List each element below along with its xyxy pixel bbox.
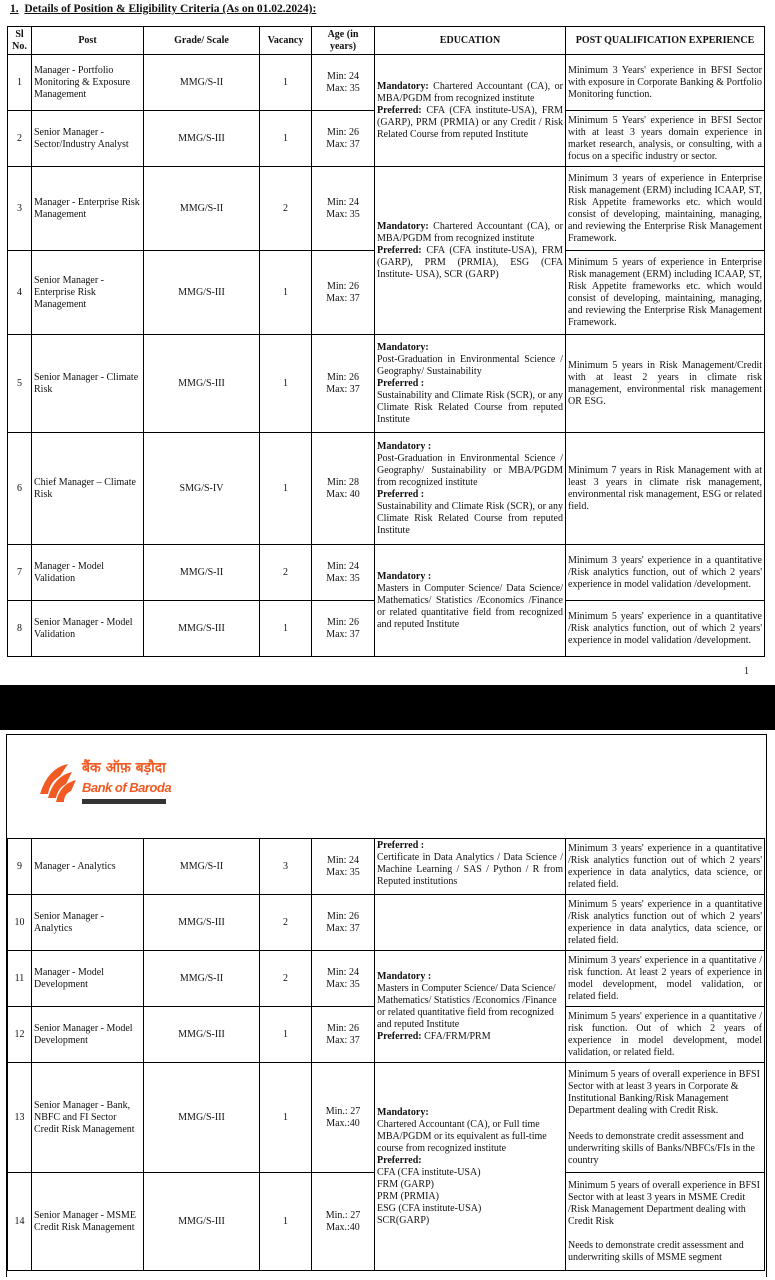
cell-post: Senior Manager - Sector/Industry Analyst — [32, 111, 144, 167]
table-row — [8, 895, 765, 951]
cell-education — [375, 433, 566, 545]
cell-sl: 13 — [8, 1063, 32, 1173]
cell-sl: 5 — [8, 335, 32, 433]
age-min: Min: 24 — [327, 966, 359, 978]
cell-post: Senior Manager - Climate Risk — [32, 335, 144, 433]
cell-vacancy: 1 — [260, 335, 312, 433]
age-min: Min: 24 — [327, 70, 359, 82]
cell-education — [375, 1063, 566, 1271]
cell-sl: 2 — [8, 111, 32, 167]
age-max: Max: 37 — [326, 1034, 360, 1046]
age-min: Min: 26 — [327, 616, 359, 628]
preferred-label: Preferred : — [377, 840, 425, 851]
age-max: Max: 37 — [326, 628, 360, 640]
cell-sl: 10 — [8, 895, 32, 951]
cell-post: Manager - Model Development — [32, 951, 144, 1007]
header-post: Post — [32, 27, 144, 55]
cell-grade: MMG/S-II — [144, 951, 260, 1007]
header-vacancy: Vacancy — [260, 27, 312, 55]
brand-english: Bank of Baroda — [82, 780, 172, 795]
eligibility-table-part-1 — [7, 26, 765, 657]
cell-post: Senior Manager - Bank, NBFC and FI Sector Credit Risk Management — [32, 1063, 144, 1173]
cell-grade: MMG/S-II — [144, 167, 260, 251]
age-max: Max: 35 — [326, 572, 360, 584]
cell-education — [375, 167, 566, 335]
preferred-label: Preferred: — [377, 104, 422, 116]
mandatory-text: Masters in Computer Science/ Data Science/ Mathematics/ Statistics /Economics /Finance or related quantitative field from recognized and reputed Institute — [377, 582, 563, 630]
mandatory-label: Mandatory: — [377, 341, 429, 353]
cell-post: Chief Manager – Climate Risk — [32, 433, 144, 545]
cell-experience: Minimum 3 years' experience in a quantitative / risk function. At least 2 years of experience in model development, model validation, or related field. — [566, 951, 765, 1007]
experience-text: Minimum 5 years of overall experience in BFSI Sector with at least 3 years in Corporate & Institutional Banking/Risk Management Department dealing with Credit Risk. — [568, 1068, 760, 1116]
table-row — [8, 433, 765, 545]
preferred-line: SCR(GARP) — [377, 1214, 430, 1226]
cell-vacancy: 2 — [260, 895, 312, 951]
cell-education — [375, 545, 566, 657]
age-max: Max: 35 — [326, 82, 360, 94]
cell-experience — [566, 1173, 765, 1271]
cell-education — [375, 951, 566, 1063]
mandatory-label: Mandatory : — [377, 970, 432, 982]
cell-sl: 1 — [8, 55, 32, 111]
cell-grade: MMG/S-III — [144, 111, 260, 167]
preferred-line: ESG (CFA institute-USA) — [377, 1202, 482, 1214]
age-min: Min: 26 — [327, 910, 359, 922]
cell-age — [312, 55, 375, 111]
cell-grade: MMG/S-II — [144, 545, 260, 601]
cell-vacancy: 2 — [260, 951, 312, 1007]
cell-experience: Minimum 3 Years' experience in BFSI Sector with exposure in Corporate Banking & Portfolio Monitoring function. — [566, 55, 765, 111]
mandatory-label: Mandatory: — [377, 80, 429, 92]
cell-experience: Minimum 3 years' experience in a quantitative /Risk analytics function, out of which 2 years' experience in model validation /development. — [566, 545, 765, 601]
table-row — [8, 1063, 765, 1173]
age-min: Min.: 27 — [325, 1209, 361, 1221]
age-max: Max: 37 — [326, 138, 360, 150]
cell-experience: Minimum 3 years' experience in a quantitative /Risk analytics function out of which 2 years' experience in data analytics, data science, or related field. — [566, 839, 765, 895]
mandatory-text: Post-Graduation in Environmental Science / Geography/ Sustainability — [377, 353, 563, 377]
age-max: Max: 35 — [326, 208, 360, 220]
cell-experience: Minimum 5 years' experience in a quantitative / risk function. Out of which 2 years of experience in model development, model validation, or related field. — [566, 1007, 765, 1063]
table-row — [8, 545, 765, 601]
cell-grade: SMG/S-IV — [144, 433, 260, 545]
cell-vacancy: 3 — [260, 839, 312, 895]
cell-vacancy: 1 — [260, 1173, 312, 1271]
cell-education — [375, 839, 566, 895]
document-page-2 — [0, 730, 775, 1280]
age-min: Min.: 27 — [325, 1105, 361, 1117]
cell-age — [312, 951, 375, 1007]
cell-age — [312, 167, 375, 251]
cell-sl: 12 — [8, 1007, 32, 1063]
mandatory-text: Chartered Accountant (CA), or MBA/PGDM from recognized institute — [377, 80, 563, 104]
table-row — [8, 951, 765, 1007]
section-number: 1. — [10, 3, 19, 15]
cell-post: Senior Manager - Model Validation — [32, 601, 144, 657]
cell-age — [312, 545, 375, 601]
mandatory-label: Mandatory : — [377, 440, 432, 452]
age-max: Max: 37 — [326, 383, 360, 395]
cell-education — [375, 55, 566, 167]
age-min: Min: 24 — [327, 196, 359, 208]
cell-grade: MMG/S-III — [144, 1063, 260, 1173]
cell-grade: MMG/S-III — [144, 1007, 260, 1063]
header-sl: Sl No. — [8, 27, 32, 55]
cell-grade: MMG/S-III — [144, 1173, 260, 1271]
age-max: Max: 35 — [326, 978, 360, 990]
header-experience: POST QUALIFICATION EXPERIENCE — [566, 27, 765, 55]
preferred-line: PRM (PRMIA) — [377, 1190, 439, 1202]
cell-post: Senior Manager - Enterprise Risk Management — [32, 251, 144, 335]
cell-sl: 14 — [8, 1173, 32, 1271]
experience-note: Needs to demonstrate credit assessment and underwriting skills of Banks/NBFCs/FIs in the country — [568, 1130, 755, 1166]
brand-hindi: बैंक ऑफ़ बड़ौदा — [82, 760, 166, 776]
age-min: Min: 24 — [327, 560, 359, 572]
cell-age — [312, 251, 375, 335]
cell-age — [312, 111, 375, 167]
cell-grade: MMG/S-III — [144, 335, 260, 433]
preferred-label: Preferred: — [377, 1030, 422, 1042]
mandatory-text: Masters in Computer Science/ Data Science/ Mathematics/ Statistics /Economics /Finance or related quantitative field from recognized and reputed Institute — [377, 982, 557, 1030]
cell-grade: MMG/S-III — [144, 601, 260, 657]
preferred-text: Sustainability and Climate Risk (SCR), or any Climate Risk Related Course from reputed Institute — [377, 500, 563, 536]
cell-age — [312, 1063, 375, 1173]
age-min: Min: 26 — [327, 1022, 359, 1034]
cell-experience: Minimum 7 years in Risk Management with at least 3 years in climate risk management, environmental risk management, ESG or related field. — [566, 433, 765, 545]
cell-post: Senior Manager - MSME Credit Risk Management — [32, 1173, 144, 1271]
mandatory-label: Mandatory: — [377, 1106, 429, 1118]
table-row — [8, 335, 765, 433]
experience-text: Minimum 5 years of overall experience in BFSI Sector with at least 3 years in MSME Credit /Risk Management Department dealing with Credit Risk — [568, 1179, 760, 1227]
cell-vacancy: 1 — [260, 251, 312, 335]
cell-age — [312, 839, 375, 895]
table-row — [8, 167, 765, 251]
cell-vacancy: 2 — [260, 167, 312, 251]
header-age: Age (in years) — [312, 27, 375, 55]
cell-sl: 3 — [8, 167, 32, 251]
cell-grade: MMG/S-III — [144, 895, 260, 951]
preferred-label: Preferred: — [377, 244, 422, 256]
page-separator — [0, 685, 775, 730]
mandatory-text: Chartered Accountant (CA), or MBA/PGDM from recognized institute — [377, 220, 563, 244]
preferred-line: FRM (GARP) — [377, 1178, 434, 1190]
cell-experience — [566, 1063, 765, 1173]
preferred-text: Sustainability and Climate Risk (SCR), or any Climate Risk Related Course from reputed Institute — [377, 389, 563, 425]
cell-grade: MMG/S-II — [144, 839, 260, 895]
mandatory-label: Mandatory : — [377, 570, 432, 582]
cell-vacancy: 2 — [260, 545, 312, 601]
cell-education-empty — [375, 895, 566, 951]
page-number: 1 — [744, 666, 749, 677]
bank-logo — [38, 754, 178, 826]
cell-sl: 8 — [8, 601, 32, 657]
age-min: Min: 26 — [327, 280, 359, 292]
header-education: EDUCATION — [375, 27, 566, 55]
cell-post: Manager - Analytics — [32, 839, 144, 895]
mandatory-text: Chartered Accountant (CA), or Full time MBA/PGDM or its equivalent as full-time course from recognized institute — [377, 1118, 547, 1154]
table-row — [8, 55, 765, 111]
cell-sl: 4 — [8, 251, 32, 335]
preferred-text: CFA (CFA institute-USA), FRM (GARP), PRM (PRMIA), ESG (CFA Institute- USA), SCR (GARP) — [377, 244, 563, 280]
cell-sl: 7 — [8, 545, 32, 601]
cell-sl: 6 — [8, 433, 32, 545]
mandatory-label: Mandatory: — [377, 220, 429, 232]
age-min: Min: 24 — [327, 854, 359, 866]
cell-post: Senior Manager - Model Development — [32, 1007, 144, 1063]
age-min: Min: 28 — [327, 476, 359, 488]
age-max: Max: 37 — [326, 922, 360, 934]
preferred-line: CFA (CFA institute-USA) — [377, 1166, 481, 1178]
cell-age — [312, 895, 375, 951]
cell-vacancy: 1 — [260, 601, 312, 657]
table-row — [8, 839, 765, 895]
cell-age — [312, 601, 375, 657]
cell-post: Senior Manager - Analytics — [32, 895, 144, 951]
cell-age — [312, 1007, 375, 1063]
preferred-label: Preferred : — [377, 377, 425, 389]
cell-experience: Minimum 5 years of experience in Enterprise Risk management (ERM) including ICAAP, ST, Risk Appetite frameworks etc. which would consist of developing, maintaining, managing, and reviewing the Enterprise Risk Management Framework. — [566, 251, 765, 335]
cell-age — [312, 1173, 375, 1271]
age-max: Max.:40 — [326, 1221, 360, 1233]
cell-experience: Minimum 5 years' experience in a quantitative /Risk analytics function, out of which 2 years' experience in model validation /development. — [566, 601, 765, 657]
age-max: Max: 37 — [326, 292, 360, 304]
cell-grade: MMG/S-III — [144, 251, 260, 335]
cell-vacancy: 1 — [260, 111, 312, 167]
preferred-text: CFA/FRM/PRM — [424, 1030, 491, 1042]
cell-sl: 11 — [8, 951, 32, 1007]
cell-post: Manager - Enterprise Risk Management — [32, 167, 144, 251]
cell-experience: Minimum 5 Years' experience in BFSI Sector with at least 3 years domain experience in market research, analysis, or consulting, with a focus on a specific industry or sector. — [566, 111, 765, 167]
age-max: Max: 35 — [326, 866, 360, 878]
cell-age — [312, 335, 375, 433]
cell-age — [312, 433, 375, 545]
preferred-label: Preferred: — [377, 1154, 422, 1166]
cell-post: Manager - Model Validation — [32, 545, 144, 601]
cell-vacancy: 1 — [260, 433, 312, 545]
cell-experience: Minimum 3 years of experience in Enterprise Risk management (ERM) including ICAAP, ST, Risk Appetite frameworks etc. which would consist of developing, maintaining, managing, and reviewing the Enterprise Risk Management Framework. — [566, 167, 765, 251]
cell-education — [375, 335, 566, 433]
preferred-label: Preferred : — [377, 488, 425, 500]
brand-underline-bar — [82, 799, 166, 804]
age-min: Min: 26 — [327, 371, 359, 383]
cell-vacancy: 1 — [260, 1063, 312, 1173]
cell-sl: 9 — [8, 839, 32, 895]
mandatory-text: Post-Graduation in Environmental Science / Geography/ Sustainability or MBA/PGDM from recognized institute — [377, 452, 563, 488]
cell-experience: Minimum 5 years in Risk Management/Credit with at least 2 years in climate risk management, environmental risk management OR ESG. — [566, 335, 765, 433]
cell-experience: Minimum 5 years' experience in a quantitative /Risk analytics function out of which 2 years' experience in data analytics, data science, or related field. — [566, 895, 765, 951]
age-min: Min: 26 — [327, 126, 359, 138]
cell-vacancy: 1 — [260, 1007, 312, 1063]
cell-vacancy: 1 — [260, 55, 312, 111]
experience-note: Needs to demonstrate credit assessment and underwriting skills of MSME segment — [568, 1239, 744, 1263]
table-header-row — [8, 27, 765, 55]
header-grade: Grade/ Scale — [144, 27, 260, 55]
section-title: Details of Position & Eligibility Criteria (As on 01.02.2024): — [24, 3, 317, 15]
age-max: Max.:40 — [326, 1117, 360, 1129]
age-max: Max: 40 — [326, 488, 360, 500]
section-heading — [10, 3, 316, 15]
eligibility-table-part-2 — [7, 838, 765, 1271]
cell-post: Manager - Portfolio Monitoring & Exposure Management — [32, 55, 144, 111]
preferred-text: CFA (CFA institute-USA), FRM (GARP), PRM (PRMIA) or any Credit / Risk Related Course from reputed Institute — [377, 104, 563, 140]
preferred-text: Certificate in Data Analytics / Data Science / Machine Learning / SAS / Python / R from Reputed institutions — [377, 852, 563, 887]
cell-grade: MMG/S-II — [144, 55, 260, 111]
